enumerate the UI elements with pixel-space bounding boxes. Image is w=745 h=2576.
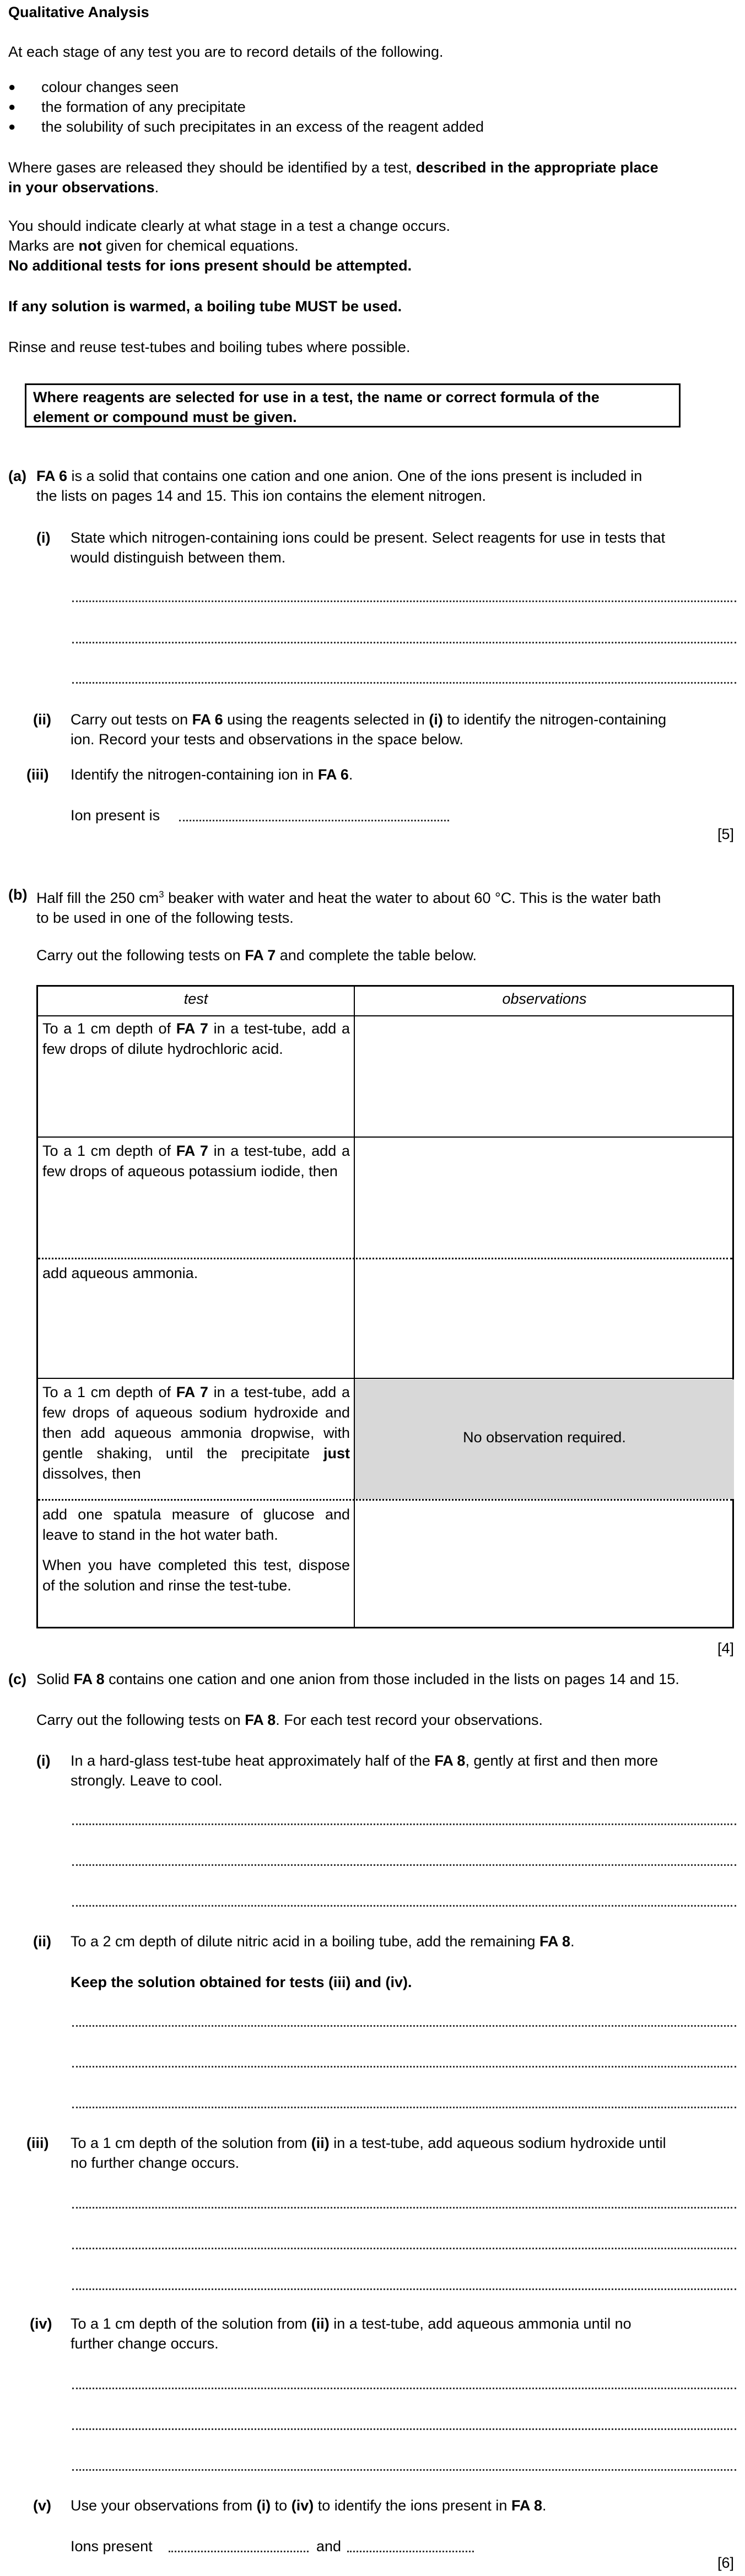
part-b-stem: Half fill the 250 $cm^3$ beaker with water and heat the water to about 60 °C. This is the water bath to be used in one of the following tests.: [36, 889, 661, 926]
answer-line[interactable]: [72, 2428, 736, 2430]
column-header-test: test: [183, 991, 208, 1007]
part-a-iii-text: Identify the nitrogen-containing ion in FA 6.: [71, 766, 353, 783]
table-row-test: To a 1 cm depth of FA 7 in a test-tube, add a few drops of dilute hydrochloric acid.: [42, 1020, 350, 1057]
boiling-tube-rule: If any solution is warmed, a boiling tube MUST be used.: [8, 298, 402, 315]
table-row-test: To a 1 cm depth of FA 7 in a test-tube, add a few drops of aqueous sodium hydroxide and then add aqueous ammonia dropwise, with gentle shaking, until the precipitate just dissolves, then: [42, 1384, 350, 1482]
results-table: [36, 985, 734, 1628]
bullet-item: colour changes seen: [41, 79, 179, 95]
gases-instruction: Where gases are released they should be identified by a test, described in the appropriate place in your observations.: [8, 159, 658, 196]
answer-line[interactable]: [72, 2207, 736, 2209]
answer-line[interactable]: [72, 1905, 736, 1907]
part-a-ii-label: (ii): [33, 711, 51, 728]
marks-b: [4]: [717, 1640, 734, 1657]
row-rule-dotted: [38, 1258, 732, 1259]
part-c-v-label: (v): [33, 2497, 51, 2514]
part-b-instruction: Carry out the following tests on FA 7 and complete the table below.: [36, 947, 477, 964]
intro-line: At each stage of any test you are to record details of the following.: [8, 44, 444, 60]
no-observation-note: No observation required.: [463, 1429, 626, 1446]
part-c-iv-label: (iv): [30, 2315, 52, 2332]
marks-c: [6]: [717, 2555, 734, 2571]
row-rule-dotted: [38, 1499, 732, 1501]
answer-line[interactable]: [72, 2107, 736, 2108]
part-c-i-text: In a hard-glass test-tube heat approximately half of the FA 8, gently at first and then more strongly. Leave to cool.: [71, 1752, 658, 1789]
ion-present-label: Ion present is: [71, 807, 160, 824]
section-title: Qualitative Analysis: [8, 4, 149, 20]
answer-line[interactable]: [72, 2388, 736, 2389]
table-row-test: To a 1 cm depth of FA 7 in a test-tube, add a few drops of aqueous potassium iodide, then: [42, 1143, 350, 1179]
part-c-iv-text: To a 1 cm depth of the solution from (ii) in a test-tube, add aqueous ammonia until no further change occurs.: [71, 2315, 631, 2352]
part-c-i-label: (i): [36, 1752, 51, 1769]
table-row-test: add one spatula measure of glucose and leave to stand in the hot water bath. When you have completed this test, dispose of the solution and rinse the test-tube.: [42, 1506, 350, 1594]
answer-line[interactable]: [72, 2469, 736, 2471]
part-a-i-text: State which nitrogen-containing ions could be present. Select reagents for use in tests that would distinguish between them.: [71, 529, 666, 566]
reagent-note-box: [25, 383, 681, 427]
bullet-item: the formation of any precipitate: [41, 99, 246, 115]
cation-answer-line[interactable]: [169, 2551, 309, 2552]
bullet-dot: ●: [8, 120, 16, 133]
answer-line[interactable]: [72, 2248, 736, 2249]
part-a-iii-label: (iii): [26, 766, 49, 783]
row-rule: [38, 1137, 732, 1138]
column-header-observations: observations: [502, 991, 587, 1007]
keep-solution-note: Keep the solution obtained for tests (iii) and (iv).: [71, 1974, 412, 1990]
part-c-instruction: Carry out the following tests on FA 8. For each test record your observations.: [36, 1712, 543, 1728]
part-c-stem: Solid FA 8 contains one cation and one anion from those included in the lists on pages 14 and 15.: [36, 1671, 679, 1687]
ion-answer-line[interactable]: [179, 820, 449, 821]
part-b-label: (b): [8, 886, 28, 903]
answer-line[interactable]: [72, 682, 736, 684]
bullet-item: the solubility of such precipitates in an excess of the reagent added: [41, 118, 484, 135]
bullet-dot: ●: [8, 80, 16, 94]
header-rule: [38, 1015, 732, 1016]
part-a-i-label: (i): [36, 529, 51, 546]
part-a-label: (a): [8, 468, 26, 484]
rinse-instruction: Rinse and reuse test-tubes and boiling tubes where possible.: [8, 339, 411, 355]
part-a-stem: FA 6 is a solid that contains one cation and one anion. One of the ions present is included in the lists on pages 14 and 15. This ion contains the element nitrogen.: [36, 468, 643, 504]
bullet-dot: ●: [8, 100, 16, 113]
answer-line[interactable]: [72, 2025, 736, 2027]
part-c-v-text: Use your observations from (i) to (iv) to identify the ions present in FA 8.: [71, 2497, 547, 2514]
answer-line[interactable]: [72, 600, 736, 602]
answer-line[interactable]: [72, 1823, 736, 1825]
answer-line[interactable]: [72, 2288, 736, 2290]
part-c-ii-text: To a 2 cm depth of dilute nitric acid in a boiling tube, add the remaining FA 8.: [71, 1933, 575, 1950]
part-c-ii-label: (ii): [33, 1933, 51, 1950]
marks-a: [5]: [717, 826, 734, 842]
row-rule: [38, 1378, 732, 1379]
stage-instruction: You should indicate clearly at what stage in a test a change occurs.: [8, 218, 450, 234]
answer-line[interactable]: [72, 2066, 736, 2068]
part-c-iii-label: (iii): [26, 2135, 49, 2151]
note-line: Where reagents are selected for use in a test, the name or correct formula of the: [33, 389, 600, 405]
part-a-ii-text: Carry out tests on FA 6 using the reagents selected in (i) to identify the nitrogen-containing ion. Record your tests and observations in the space below.: [71, 711, 667, 748]
no-additional-tests: No additional tests for ions present should be attempted.: [8, 257, 412, 274]
answer-line[interactable]: [72, 1864, 736, 1866]
part-c-label: (c): [8, 1671, 26, 1687]
note-line: element or compound must be given.: [33, 409, 297, 425]
ions-present-label: Ions present: [71, 2538, 153, 2555]
table-row-test: add aqueous ammonia.: [42, 1265, 198, 1281]
marks-instruction: Marks are not given for chemical equations.: [8, 237, 299, 254]
and-word: and: [316, 2538, 342, 2555]
table-divider: [354, 987, 355, 1627]
answer-line[interactable]: [72, 642, 736, 643]
part-c-iii-text: To a 1 cm depth of the solution from (ii) in a test-tube, add aqueous sodium hydroxide until no further change occurs.: [71, 2135, 666, 2171]
anion-answer-line[interactable]: [347, 2551, 474, 2552]
